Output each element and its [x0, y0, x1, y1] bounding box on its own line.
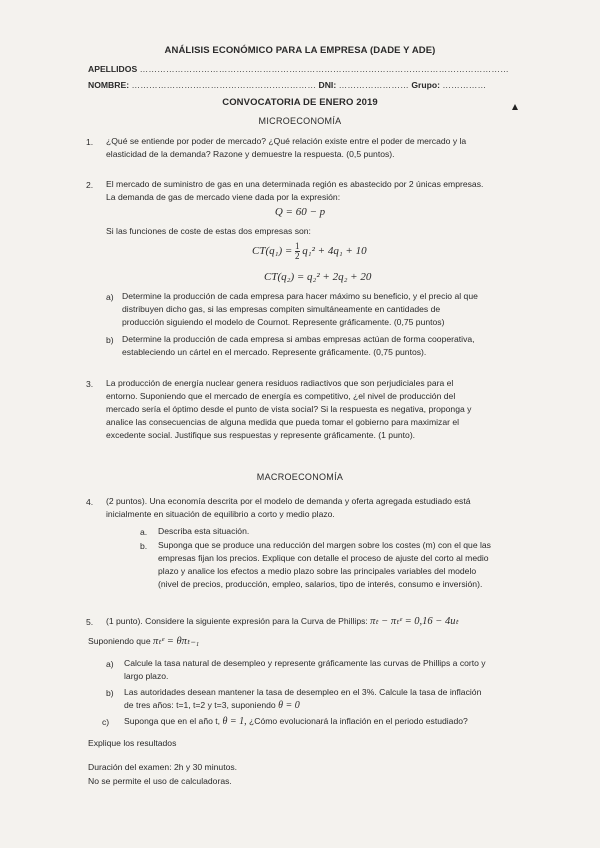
q3-line: La producción de energía nuclear genera residuos radiactivos que son perjudiciales para el	[106, 378, 454, 388]
q5c-label: c)	[102, 717, 110, 727]
dni-label: DNI:	[318, 80, 337, 90]
convocatoria-title: CONVOCATORIA DE ENERO 2019	[222, 97, 378, 108]
expectation-equation: πₜᵉ = θπₜ₋₁	[153, 636, 200, 647]
q1-line: elasticidad de la demanda? Razone y demuestre la respuesta. (0,5 puntos).	[106, 149, 395, 159]
q5b-label: b)	[106, 688, 114, 698]
q4b-text	[158, 539, 491, 591]
q1-line: ¿Qué se entiende por poder de mercado? ¿Qué relación existe entre el poder de mercado y la	[106, 136, 467, 146]
suponiendo-text: Suponiendo que	[88, 636, 151, 646]
q5-explain: Explique los resultados	[88, 738, 177, 748]
micro-section-title: MICROECONOMÍA	[258, 116, 342, 126]
q5b-line: Las autoridades desean mantener la tasa de desempleo en el 3%. Calcule la tasa de inflación	[124, 687, 482, 697]
q4b-line: (nivel de precios, producción, empleo, salarios, tipo de interés, consumo e inversión).	[158, 579, 483, 589]
q2b-label: b)	[106, 335, 114, 345]
ct1-numerator: 1	[295, 241, 300, 251]
cost-function-1	[252, 242, 367, 261]
q5-intro	[106, 615, 459, 628]
apellidos-field	[88, 64, 509, 74]
dni-dots: ……………………	[338, 80, 409, 90]
cost-intro: Si las funciones de coste de estas dos empresas son:	[106, 226, 311, 236]
q4b-label: b.	[140, 541, 148, 551]
q5c-text	[124, 715, 468, 728]
q5-number: 5.	[86, 617, 94, 627]
q5-suponiendo	[88, 635, 199, 648]
q4a-label: a.	[140, 527, 148, 537]
q2a-line: distribuyen dicho gas, si las empresas compiten simultáneamente en cantidades de	[122, 304, 441, 314]
q5a-label: a)	[106, 659, 114, 669]
demand-equation: Q = 60 − p	[274, 206, 326, 218]
q2a-line: producción siguiendo el modelo de Cournot. Represente gráficamente. (0,75 puntos)	[122, 317, 445, 327]
q5a-line: largo plazo.	[124, 671, 169, 681]
q3-line: entorno. Suponiendo que el mercado de energía es competitivo, ¿el nivel de producción del	[106, 391, 456, 401]
q4b-line: plazo y analice los efectos a medio plazo sobre las principales variables del modelo	[158, 566, 477, 576]
q4a-text: Describa esta situación.	[158, 526, 250, 536]
q2a-label: a)	[106, 292, 114, 302]
phillips-equation: πₜ − πₜᵉ = 0,16 − 4uₜ	[370, 616, 459, 627]
q5b-line	[124, 699, 481, 712]
q5-intro-text: (1 punto). Considere la siguiente expresión para la Curva de Phillips:	[106, 616, 368, 626]
grupo-dots: ……………	[442, 80, 487, 90]
q4b-line: empresas fijan los precios. Explique con detalle el proceso de ajuste del corto al medio	[158, 553, 489, 563]
q2-number: 2.	[86, 180, 94, 190]
q4-text	[106, 495, 556, 521]
nombre-dots: ………………………………………………………	[131, 80, 317, 90]
ct1-left: CT(q₁) =	[252, 245, 293, 258]
q1-text	[106, 135, 546, 161]
q3-line: analice las consecuencias de alguna medida que pueda tomar el gobierno para maximizar el	[106, 417, 460, 427]
q2-intro-line: El mercado de suministro de gas en una determinada región es abastecido por 2 únicas empresas.	[106, 179, 484, 189]
q2b-line: estableciendo un cártel en el mercado. Represente gráficamente. (0,75 puntos).	[122, 347, 427, 357]
macro-section-title: MACROECONOMÍA	[256, 472, 344, 482]
exam-title: ANÁLISIS ECONÓMICO PARA LA EMPRESA (DADE Y ADE)	[164, 45, 436, 56]
exam-duration: Duración del examen: 2h y 30 minutos.	[88, 762, 238, 772]
theta-zero: θ = 0	[278, 700, 300, 711]
q2a-line: Determine la producción de cada empresa para hacer máximo su beneficio, y el precio al que	[122, 291, 478, 301]
q2a-text	[122, 290, 478, 329]
q2b-line: Determine la producción de cada empresa si ambas empresas actúan de forma cooperativa,	[122, 334, 475, 344]
apellidos-label: APELLIDOS	[88, 64, 138, 74]
grupo-label: Grupo:	[411, 80, 440, 90]
q2-intro	[106, 178, 556, 204]
q1-number: 1.	[86, 137, 94, 147]
q4b-line: Suponga que se produce una reducción del margen sobre los costes (m) con el que las	[158, 540, 491, 550]
q3-line: excedente social. Justifique sus respuestas y represente gráficamente. (1 punto).	[106, 430, 416, 440]
nombre-label: NOMBRE:	[88, 80, 130, 90]
cost-function-2: CT(q₂) = q₂² + 2q₂ + 20	[264, 271, 372, 283]
calculator-notice: No se permite el uso de calculadoras.	[88, 776, 232, 786]
q3-number: 3.	[86, 379, 94, 389]
q2b-text	[122, 333, 475, 359]
q5b-line-text: de tres años: t=1, t=2 y t=3, suponiendo	[124, 700, 276, 710]
q3-text	[106, 377, 556, 442]
theta-one: θ = 1,	[222, 716, 247, 727]
apellidos-dots: ………………………………………………………………………………………………………………	[139, 64, 509, 74]
ct1-denominator: 2	[295, 251, 300, 261]
q2-intro-line: La demanda de gas de mercado viene dada por la expresión:	[106, 192, 341, 202]
q5c-text-1: Suponga que en el año t,	[124, 716, 221, 726]
scan-mark-icon	[512, 104, 518, 110]
q5a-line: Calcule la tasa natural de desempleo y represente gráficamente las curvas de Phillips a corto y	[124, 658, 486, 668]
q5a-text	[124, 657, 486, 683]
ct1-right: q₁² + 4q₁ + 10	[302, 245, 367, 258]
nombre-field	[88, 80, 486, 90]
q4-number: 4.	[86, 497, 94, 507]
ct1-fraction	[295, 242, 300, 261]
q3-line: mercado sería el óptimo desde el punto de vista social? Si la respuesta es negativa, proponga y	[106, 404, 472, 414]
q4-line: inicialmente en situación de equilibrio a corto y medio plazo.	[106, 509, 335, 519]
q4-line: (2 puntos). Una economía descrita por el modelo de demanda y oferta agregada estudiado está	[106, 496, 471, 506]
q5b-text	[124, 686, 481, 712]
q5c-text-2: ¿Cómo evolucionará la inflación en el periodo estudiado?	[249, 716, 468, 726]
